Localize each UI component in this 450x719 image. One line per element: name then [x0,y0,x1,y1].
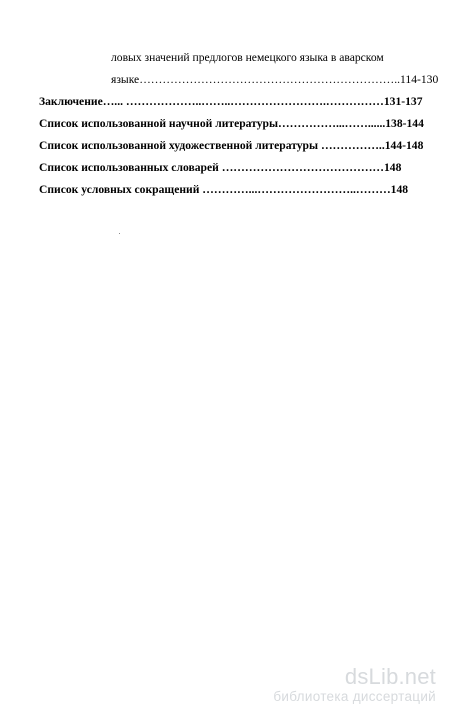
toc-entry-dictionaries: Список использованных словарей ……………………………………148 [39,161,402,174]
scan-speck [119,233,120,234]
toc-entry-fiction-literature: Список использованной художественной литературы ……………..144-148 [39,139,424,152]
watermark [273,665,436,705]
toc-entry-scientific-literature: Список использованной научной литературы……………...……......138-144 [39,117,424,130]
toc-entry-abbreviations: Список условных сокращений …………...……………………..………148 [39,183,409,196]
watermark-logo: dsLib.net [344,664,436,689]
toc-entry-continuation-page: языке…………………………………………………………..114-130 [111,73,439,86]
toc-entry-conclusion: Заключение…... ………………..……..…………………….……………131-137 [39,95,423,108]
toc-entry-continuation-text: ловых значений предлогов немецкого языка в аварском [111,51,384,64]
watermark-subtitle: библиотека диссертаций [273,689,436,704]
